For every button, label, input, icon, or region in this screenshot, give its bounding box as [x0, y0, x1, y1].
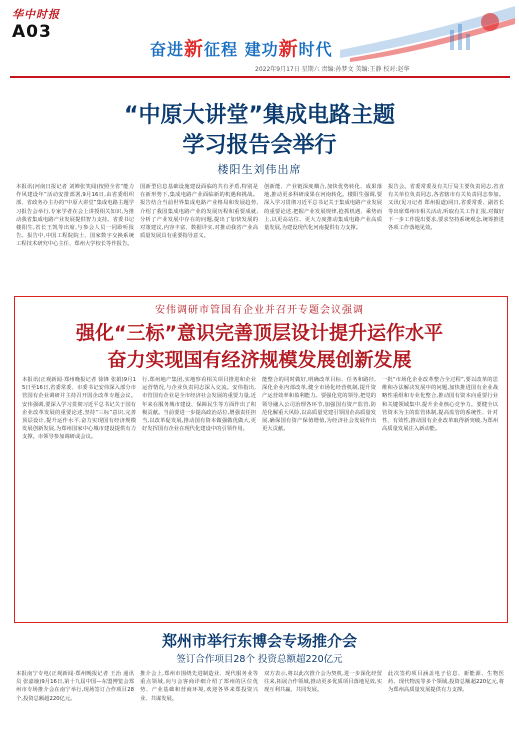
- banner-swoosh-icon: [340, 4, 515, 64]
- newspaper-brand: 华中时报: [12, 8, 60, 21]
- article2-title-line1: 强化“三标”意识完善顶层设计提升运作水平: [76, 322, 443, 344]
- article2-column-1: 本报讯(正观新闻·郑州晚报记者 徐锋 张娟)9月15日至16日,省委常委、市委书记安伟深入部分市管国有企业调研并主持召开国企改革专题会议。安伟强调,要深入学习贯彻习近平总书记关于国有企业改革发展的重要论述,坚持“三标”意识,完善顶层设计,提升运作水平,奋力实现国有经济规模发展创新发展,为郑州国家中心城市建设提供有力支撑。市领导参加调研或会议。: [22, 377, 136, 441]
- banner-pre: 奋进: [150, 40, 185, 59]
- date-line: 2022年9月17日 星期六 责编:孙梦文 美编:王静 校对:赵华: [255, 66, 410, 73]
- article3-column-2: 推介会上,郑州市围绕先进制造业、现代服务业等重点领域,向与会客商详细介绍了郑州的区位优势、产业基础和营商环境,欢迎各界来郑投资兴业、共谋发展。: [140, 671, 258, 702]
- article3-title: 郑州市举行东博会专场推介会: [161, 632, 357, 650]
- banner-new-1: 新: [184, 38, 205, 60]
- masthead-rule: [10, 76, 510, 78]
- banner-post: 时代: [298, 40, 333, 59]
- article3-subtitle: 签订合作项目28个 投资总额超220亿元: [176, 654, 343, 665]
- article3-column-1: 本报南宁专电(正观新闻·郑州晚报记者 王治 通讯员 张嘉瑜)9月16日,第十九届中国—东盟博览会郑州市专场推介会在南宁举行,现场签订合作项目28个,投资总额超220亿元。: [16, 671, 134, 702]
- article2-column-3: 能整合的同时做好,明确改革目标、任务和路径,深化企业内部改革,健全市场化经营机制,提升资产运营效率和盈利能力。要强化党的领导,把党的领导融入公司治理各环节,加强国有资产监管,防范化解重大风险,以高质量党建引领国企高质量发展,确保国有资产保值增值,为经济社会发展作出更大贡献。: [262, 377, 376, 433]
- article1-byline: 楼阳生刘伟出席: [217, 163, 302, 176]
- article3-column-3: 双方表示,将以此次推介会为契机,进一步深化经贸往来,拓展合作领域,推动更多优质项目落地见效,实现互利共赢、共同发展。: [264, 671, 382, 694]
- article1-title-line1: “中原大讲堂”集成电路主题: [124, 103, 395, 128]
- page-number: A03: [12, 22, 52, 42]
- banner-mid: 征程 建功: [204, 40, 279, 59]
- article3-column-4: 此次签约项目涵盖电子信息、新能源、生物医药、现代物流等多个领域,投资总额超220亿元,将为郑州高质量发展提供有力支撑。: [388, 671, 504, 694]
- masthead: [0, 0, 519, 86]
- article2-kicker: 安伟调研市管国有企业并召开专题会议强调: [155, 305, 364, 316]
- article1-column-1: 本报讯(河南日报记者 刘婵张笑闻)按照全省“能力作风建设年”活动安排部署,9月16日,由省委组织部、省政务办主办的“中原大讲堂”集成电路主题学习报告会举行,专家学者在会上讲授相关知识,为推动我省集成电路产业发展提供智力支持。省委书记楼阳生,省长王凯等出席,与参会人员一同聆听报告。报告中,中国工程院院士、国家数字交换系统工程技术研究中心主任、郑州大学校长等作报告。: [16, 184, 134, 248]
- article1-column-4: 报告会。省委常委及有关厅局主要负责同志,省直有关单位负责同志,各省辖市有关负责同志参加。又讯(见习记者 郑州报道)同日,省委常委、副省长等出席郑州市相关活动,听取有关工作汇报,对做好下一步工作提出要求,要求坚持系统观念,统筹推进各项工作落地见效。: [388, 184, 504, 232]
- article1-column-2: 国新型信息基础设施建设面临的共有矛盾,特别是在新形势下,集成电路产业面临新的机遇和挑战。报告结合当前世界集成电路产业格局和发展趋势,介绍了我国集成电路产业的发展历程和重要成就,分析了产业发展中存在的问题,提出了加快发展的对策建议,内容丰富、数据详实,对推动我省产业高质量发展具有重要指导意义。: [140, 184, 258, 240]
- article2-column-2: 行,郑州地产集团,实地察看相关项目推进和企业运营情况,与企业负责同志深入交流。安伟指出,市管国有企业是全市经济社会发展的重要力量,近年来在服务城市建设、保障民生等方面作出了积极贡献。当前要进一步提高政治站位,增强责任担当,以改革促发展,推动国有资本做强做优做大,更好发挥国有企业在现代化建设中的引领作用。: [142, 377, 256, 433]
- article2-column-4: 一批“市场化企业改革整合全过程”,要以改革的思维和办法解决发展中的问题,加快推进国有企业战略性重组和专业化整合,推动国有资本向重要行业和关键领域集中,提升企业核心竞争力。要健全以管资本为主的监管体制,提高监管的系统性、针对性、有效性,推动国有企业改革取得新突破,为郑州高质量发展注入新动能。: [382, 377, 498, 433]
- banner-new-2: 新: [278, 38, 299, 60]
- article1-title-line2: 学习报告会举行: [182, 133, 337, 158]
- banner-slogan: [150, 34, 333, 61]
- article2-title-line2: 奋力实现国有经济规模发展创新发展: [107, 349, 412, 371]
- article1-column-3: 创新能、产业链深度耦合,加快优势转化、成果落地,推动更多科研成果在河南转化。楼阳生强调,要深入学习贯彻习近平总书记关于集成电路产业发展的重要论述,把握产业发展规律,抢抓机遇、乘势而上,以更高站位、更大力度推动集成电路产业高质量发展,为建设现代化河南提供有力支撑。: [264, 184, 382, 232]
